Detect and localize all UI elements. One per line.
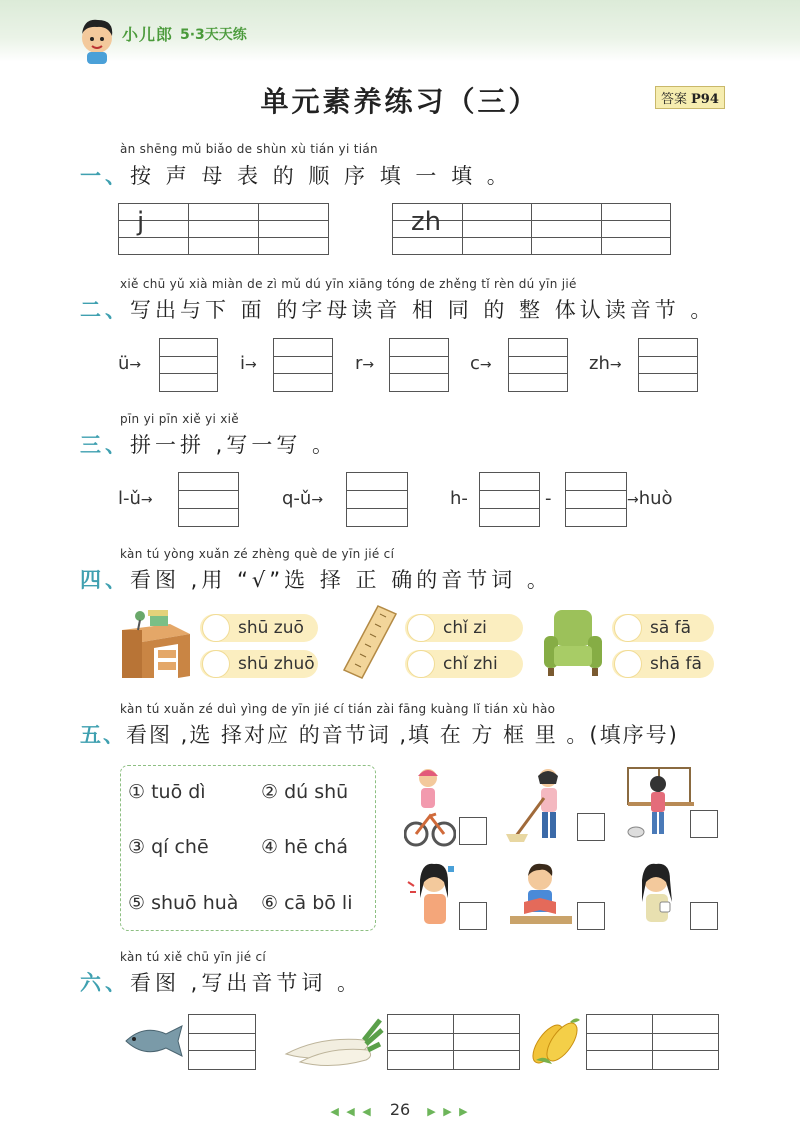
q2-letter-5: zh→: [589, 353, 622, 374]
q1-start-a: j: [137, 207, 145, 237]
q4-option-6[interactable]: shā fā: [612, 650, 714, 678]
q4-heading: [80, 564, 552, 594]
q2-letter-4: c→: [470, 353, 492, 374]
q3-number: 三、: [80, 433, 130, 457]
q6-number: 六、: [80, 971, 130, 995]
q2-text: 写出与下 面 的字母读音 相 同 的 整 体认读音节 。: [130, 298, 716, 322]
q5-pinyin: kàn tú xuǎn zé duì yìng de yīn jié cí tián zài fāng kuàng lǐ tián xù hào: [120, 702, 556, 716]
q5-answer-box-3[interactable]: [690, 810, 718, 838]
radish-icon: [280, 1014, 384, 1068]
q2-number: 二、: [80, 298, 130, 322]
q1-grid-b: [392, 203, 671, 255]
q3-item-3-left: h-: [450, 488, 468, 509]
brand-series: 5·3天天练: [180, 27, 247, 43]
q4-option-3[interactable]: chǐ zi: [405, 614, 523, 642]
q2-letter-2: i→: [240, 353, 257, 374]
mascot-icon: [74, 14, 120, 64]
page-number: 26: [389, 1100, 411, 1119]
q2-answer-box-5[interactable]: [638, 338, 698, 392]
q1-number: 一、: [80, 164, 130, 188]
q4-option-2[interactable]: shū zhuō: [200, 650, 318, 678]
q3-answer-box-3[interactable]: [479, 472, 540, 527]
check-circle[interactable]: [614, 650, 642, 678]
q5-heading: [80, 719, 679, 749]
reading-boy-icon: [506, 858, 576, 930]
q2-letter-1: ü→: [118, 353, 142, 374]
check-circle[interactable]: [407, 614, 435, 642]
q1-heading: [80, 160, 512, 190]
q3-pinyin: pīn yi pīn xiě yi xiě: [120, 412, 239, 426]
answer-page: P94: [691, 92, 719, 107]
q3-answer-box-2[interactable]: [346, 472, 408, 527]
q5-choice-2: ② dú shū: [261, 781, 349, 803]
q2-answer-box-1[interactable]: [159, 338, 218, 392]
talking-girl-icon: [404, 858, 460, 930]
q1-blank[interactable]: [463, 204, 533, 254]
header-band: [0, 0, 800, 62]
q1-grid-a: [118, 203, 329, 255]
q1-blank[interactable]: [532, 204, 602, 254]
q1-start-b: zh: [411, 207, 442, 237]
q1-blank[interactable]: [189, 204, 259, 254]
cycling-girl-icon: [404, 764, 456, 848]
q4-number: 四、: [80, 568, 130, 592]
answer-label: 答案: [661, 92, 688, 107]
q4-pinyin: kàn tú yòng xuǎn zé zhèng què de yīn jié cí: [120, 547, 395, 561]
q3-item-2: q-ǔ→: [282, 488, 324, 509]
q1-blank[interactable]: [259, 204, 328, 254]
q2-answer-box-3[interactable]: [389, 338, 449, 392]
q6-text: 看图 ,写出音节词 。: [130, 971, 363, 995]
q6-pinyin: kàn tú xiě chū yīn jié cí: [120, 950, 267, 964]
q1-blank[interactable]: [602, 204, 671, 254]
q5-text: 看图 ,选 择对应 的音节词 ,填 在 方 框 里 。(填序号): [126, 723, 679, 747]
q2-heading: [80, 294, 715, 324]
sofa-icon: [540, 606, 606, 678]
footer-left-arrows: ◀ ◀ ◀: [330, 1105, 373, 1118]
q6-answer-box-1[interactable]: [188, 1014, 256, 1070]
check-circle[interactable]: [407, 650, 435, 678]
q2-pinyin: xiě chū yǔ xià miàn de zì mǔ dú yīn xiāng tóng de zhěng tǐ rèn dú yīn jié: [120, 277, 577, 291]
q5-answer-box-1[interactable]: [459, 817, 487, 845]
q5-answer-box-5[interactable]: [577, 902, 605, 930]
q2-letter-3: r→: [355, 353, 375, 374]
q3-answer-box-1[interactable]: [178, 472, 239, 527]
q5-choice-1: ① tuō dì: [128, 781, 206, 803]
q5-answer-box-6[interactable]: [690, 902, 718, 930]
check-circle[interactable]: [202, 650, 230, 678]
q4-option-1[interactable]: shū zuō: [200, 614, 318, 642]
q3-item-1: l-ǔ→: [118, 488, 153, 509]
footer-right-arrows: ▶ ▶ ▶: [427, 1105, 470, 1118]
ruler-icon: [340, 604, 400, 680]
q5-number: 五、: [80, 723, 126, 747]
check-circle[interactable]: [614, 614, 642, 642]
q6-answer-box-2[interactable]: [387, 1014, 520, 1070]
q3-answer-box-4[interactable]: [565, 472, 627, 527]
q1-text: 按 声 母 表 的 顺 序 填 一 填 。: [130, 164, 512, 188]
q4-text: 看图 ,用 “√”选 择 正 确的音节词 。: [130, 568, 552, 592]
q6-heading: [80, 967, 362, 997]
q5-choice-6: ⑥ cā bō li: [261, 892, 353, 914]
q5-choice-5: ⑤ shuō huà: [128, 892, 239, 914]
q6-answer-box-3[interactable]: [586, 1014, 719, 1070]
q4-option-5[interactable]: sā fā: [612, 614, 714, 642]
desk-icon: [118, 604, 194, 680]
q5-choice-4: ④ hē chá: [261, 836, 348, 858]
q3-item-3-right: →huò: [627, 488, 673, 509]
brand-logo: 小儿郎: [122, 25, 174, 44]
answer-reference[interactable]: [655, 86, 725, 109]
corn-icon: [526, 1014, 582, 1068]
q4-option-4[interactable]: chǐ zhi: [405, 650, 523, 678]
q5-answer-box-4[interactable]: [459, 902, 487, 930]
q3-item-3-mid: -: [545, 488, 552, 509]
fish-icon: [118, 1022, 186, 1060]
q1-pinyin: àn shēng mǔ biǎo de shùn xù tián yi tián: [120, 142, 378, 156]
q5-answer-box-2[interactable]: [577, 813, 605, 841]
q3-text: 拼一拼 ,写一写 。: [130, 433, 338, 457]
q5-choice-3: ③ qí chē: [128, 836, 209, 858]
check-circle[interactable]: [202, 614, 230, 642]
q2-answer-box-2[interactable]: [273, 338, 333, 392]
page-footer: [0, 1100, 800, 1119]
q2-answer-box-4[interactable]: [508, 338, 568, 392]
page-title: 单元素养练习（三）: [260, 85, 540, 118]
mopping-girl-icon: [504, 764, 574, 848]
q3-heading: [80, 429, 337, 459]
tea-drinking-girl-icon: [630, 858, 686, 930]
window-cleaning-icon: [626, 764, 696, 842]
